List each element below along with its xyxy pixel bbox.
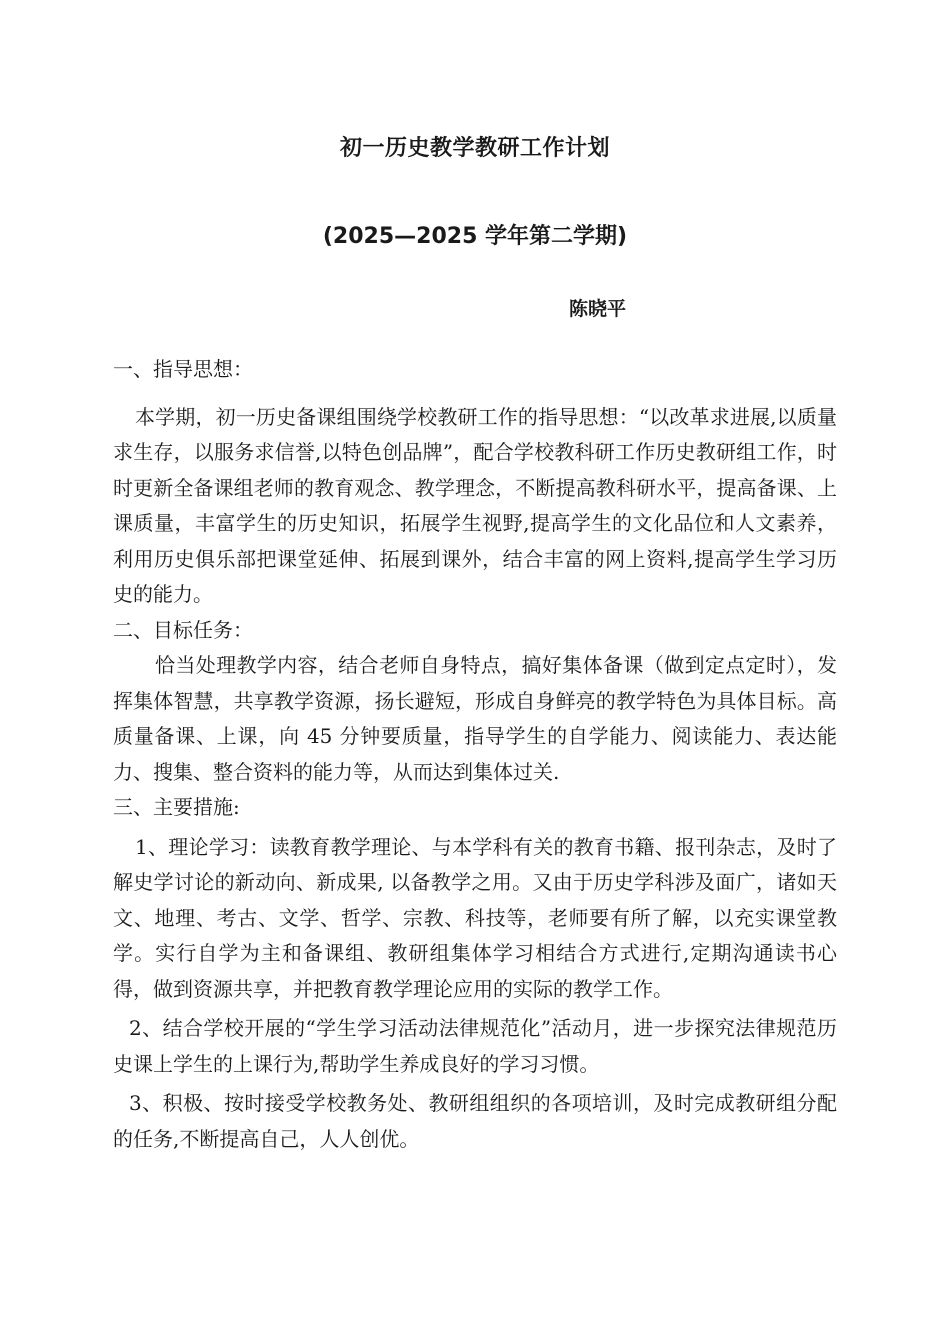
measure-item-1: 1、理论学习：读教育教学理论、与本学科有关的教育书籍、报刊杂志，及时了解史学讨论的新动向、新成果, 以备教学之用。又由于历史学科涉及面广，诸如天文、地理、考古、文学、哲学、宗教、科技等，老师要有所了解，以充实课堂教学。实行自学为主和备课组、教研组集体学习相结合方式进行,定期沟通读书心得，做到资源共享，并把教育教学理论应用的实际的教学工作。 (113, 834, 837, 1001)
measure-item-2: 2、结合学校开展的“学生学习活动法律规范化”活动月，进一步探究法律规范历史课上学生的上课行为,帮助学生养成良好的学习习惯。 (113, 1016, 837, 1076)
paragraph-guiding-thought: 本学期，初一历史备课组围绕学校教研工作的指导思想：“以改革求进展,以质量求生存，以服务求信誉,以特色创品牌”，配合学校教科研工作历史教研组工作，时时更新全备课组老师的教育观念、教学理念，不断提高教科研水平，提高备课、上课质量，丰富学生的历史知识，拓展学生视野,提高学生的文化品位和人文素养，利用历史俱乐部把课堂延伸、拓展到课外，结合丰富的网上资料,提高学生学习历史的能力。 (113, 404, 837, 606)
document-subtitle: (2025—2025 学年第二学期) (322, 224, 628, 249)
measure-item-3: 3、积极、按时接受学校教务处、教研组组织的各项培训，及时完成教研组分配的任务,不断提高自己，人人创优。 (113, 1091, 837, 1151)
document-body (113, 352, 837, 1157)
document-title: 初一历史教学教研工作计划 (339, 136, 610, 161)
author-name: 陈晓平 (569, 298, 627, 320)
paragraph-goals: 恰当处理教学内容，结合老师自身特点，搞好集体备课（做到定点定时），发挥集体智慧，共享教学资源，扬长避短，形成自身鲜亮的教学特色为具体目标。高质量备课、上课，向 45 分钟要质量，指导学生的自学能力、阅读能力、表达能力、搜集、整合资料的能力等，从而达到集体过关. (113, 653, 837, 784)
section-heading-guiding-thought: 一、指导思想： (113, 357, 253, 381)
section-heading-goals: 二、目标任务： (113, 617, 253, 642)
section-heading-measures: 三、主要措施: (113, 795, 240, 819)
